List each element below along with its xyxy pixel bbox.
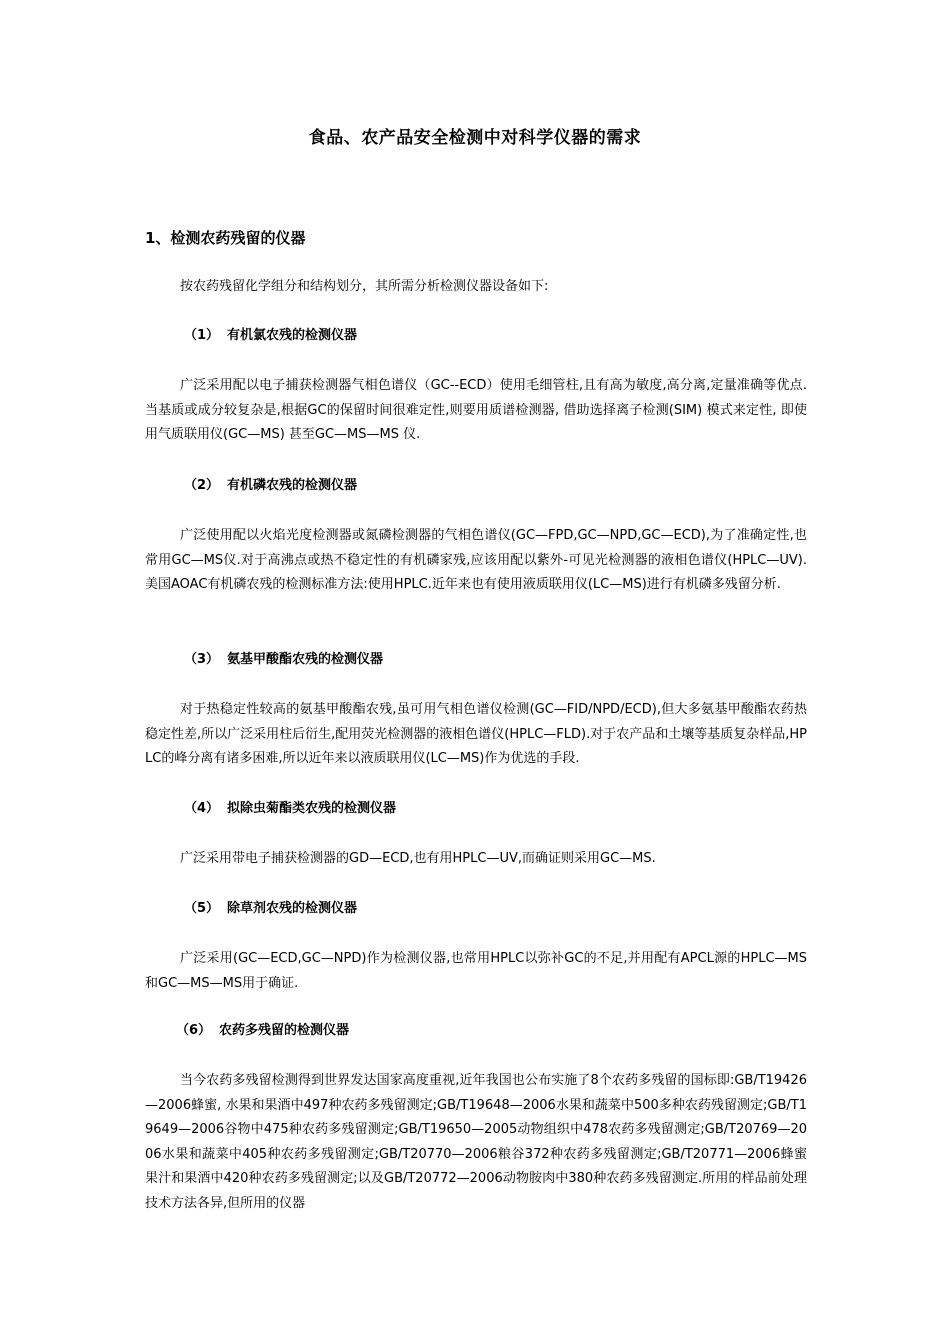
subsection-number: （1） (184, 328, 220, 343)
subsection-number: （5） (184, 901, 220, 916)
subsection-heading-3 (184, 650, 383, 670)
subsection-number: （2） (184, 478, 220, 493)
section-intro: 按农药残留化学组分和结构划分，其所需分析检测仪器设备如下: (180, 279, 549, 294)
subsection-title: 氨基甲酸酯农残的检测仪器 (227, 652, 384, 667)
subsection-number: （6） (176, 1023, 212, 1038)
subsection-heading-1 (184, 326, 357, 346)
subsection-title: 农药多残留的检测仪器 (219, 1023, 350, 1038)
subsection-paragraph-2: 广泛使用配以火焰光度检测器或氮磷检测器的气相色谱仪(GC—FPD,GC—NPD,GC—ECD),为了准确定性,也常用GC—MS仪.对于高沸点或热不稳定性的有机磷家残,应该用配以紫外-可见光检测器的液相色谱仪(HPLC—UV).美国AOAC有机磷农残的检测标准方法:使用HPLC.近年来也有使用液质联用仪(LC—MS)进行有机磷多残留分析. (145, 528, 807, 592)
subsection-heading-2 (184, 476, 357, 496)
subsection-title: 拟除虫菊酯类农残的检测仪器 (227, 801, 397, 816)
subsection-heading-6 (176, 1021, 349, 1041)
section-heading: 1、检测农药残留的仪器 (145, 229, 306, 247)
subsection-title: 有机氯农残的检测仪器 (227, 328, 358, 343)
subsection-heading-5 (184, 899, 357, 919)
subsection-paragraph-6: 当今农药多残留检测得到世界发达国家高度重视,近年我国也公布实施了8个农药多残留的国标即:GB/T19426—2006蜂蜜, 水果和果酒中497种农药多残留测定;GB/T19648—2006水果和蔬菜中500多种农药残留测定;GB/T19649—2006谷物中475种农药多残留测定;GB/T19650—2005动物组织中478农药多残留测定;GB/T20769—2006水果和蔬菜中405种农药多残留测定;GB/T20770—2006粮谷372种农药多残留测定;GB/T20771—2006蜂蜜果汁和果酒中420种农药多残留测定;以及GB/T20772—2006动物胺肉中380种农药多残留测定.所用的样品前处理技术方法各异,但所用的仪器 (145, 1073, 807, 1211)
subsection-title: 除草剂农残的检测仪器 (227, 901, 358, 916)
subsection-number: （4） (184, 801, 220, 816)
subsection-number: （3） (184, 652, 220, 667)
subsection-paragraph-5: 广泛采用(GC—ECD,GC—NPD)作为检测仪器,也常用HPLC以弥补GC的不足,并用配有APCL源的HPLC—MS和GC—MS—MS用于确证. (145, 951, 807, 991)
page-title: 食品、农产品安全检测中对科学仪器的需求 (308, 128, 642, 148)
subsection-paragraph-4: 广泛采用带电子捕获检测器的GD—ECD,也有用HPLC—UV,而确证则采用GC—MS. (180, 851, 656, 866)
subsection-paragraph-3: 对于热稳定性较高的氨基甲酸酯农残,虽可用气相色谱仪检测(GC—FID/NPD/ECD),但大多氨基甲酸酯农药热稳定性差,所以广泛采用柱后衍生,配用荧光检测器的液相色谱仪(HPLC—FLD).对于农产品和土壤等基质复杂样品,HPLC的峰分离有诸多困难,所以近年来以液质联用仪(LC—MS)作为优选的手段. (145, 702, 807, 766)
subsection-title: 有机磷农残的检测仪器 (227, 478, 358, 493)
subsection-paragraph-1: 广泛采用配以电子捕获检测器气相色谱仪（GC--ECD）使用毛细管柱,且有高为敏度,高分离,定量准确等优点.当基质或成分较复杂是,根据GC的保留时间很难定性,则要用质谱检测器, 借助选择离子检测(SIM) 模式来定性, 即使用气质联用仪(GC—MS) 甚至GC—MS—MS 仪. (145, 378, 807, 442)
subsection-heading-4 (184, 799, 396, 819)
